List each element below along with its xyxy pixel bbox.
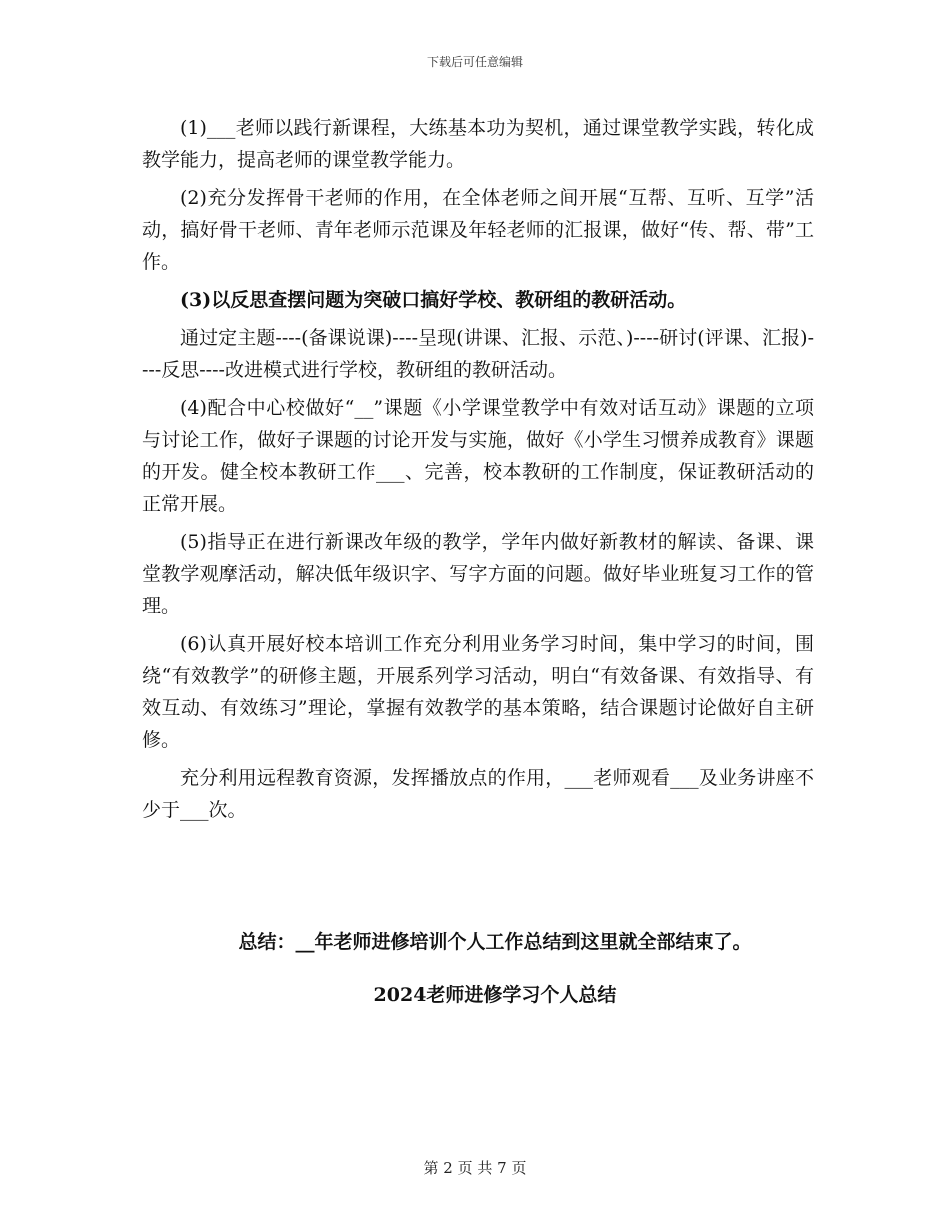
paragraph-1: (1)___老师以践行新课程，大练基本功为契机，通过课堂教学实践，转化成教学能力，提高老师的课堂教学能力。	[142, 117, 814, 171]
paragraph-2: (2)充分发挥骨干老师的作用，在全体老师之间开展“互帮、互听、互学”活动，搞好骨干老师、青年老师示范课及年轻老师的汇报课，做好“传、帮、带”工作。	[142, 187, 814, 273]
summary-line: 总结：__年老师进修培训个人工作总结到这里就全部结束了。	[238, 931, 752, 953]
next-document-title: 2024老师进修学习个人总结	[373, 984, 617, 1006]
header-note: 下载后可任意编辑	[426, 55, 523, 69]
paragraph-7: 充分利用远程教育资源，发挥播放点的作用，___老师观看___及业务讲座不少于___次。	[142, 767, 814, 821]
paragraph-3-heading: (3)以反思查摆问题为突破口搞好学校、教研组的教研活动。	[180, 289, 687, 311]
paragraph-4: (4)配合中心校做好“__”课题《小学课堂教学中有效对话互动》课题的立项与讨论工作，做好子课题的讨论开发与实施，做好《小学生习惯养成教育》课题的开发。健全校本教研工作___、完善，校本教研的工作制度，保证教研活动的正常开展。	[142, 397, 814, 515]
document-body	[142, 112, 814, 832]
paragraph-6: (6)认真开展好校本培训工作充分利用业务学习时间，集中学习的时间，围绕“有效教学”的研修主题，开展系列学习活动，明白“有效备课、有效指导、有效互动、有效练习”理论，掌握有效教学的基本策略，结合课题讨论做好自主研修。	[142, 633, 814, 751]
paragraph-3-detail: 通过定主题----(备课说课)----呈现(讲课、汇报、示范、)----研讨(评课、汇报)----反思----改进模式进行学校，教研组的教研活动。	[142, 327, 814, 381]
page-number: 第 2 页 共 7 页	[423, 1159, 527, 1177]
paragraph-5: (5)指导正在进行新课改年级的教学，学年内做好新教材的解读、备课、课堂教学观摩活动，解决低年级识字、写字方面的问题。做好毕业班复习工作的管理。	[142, 531, 814, 617]
